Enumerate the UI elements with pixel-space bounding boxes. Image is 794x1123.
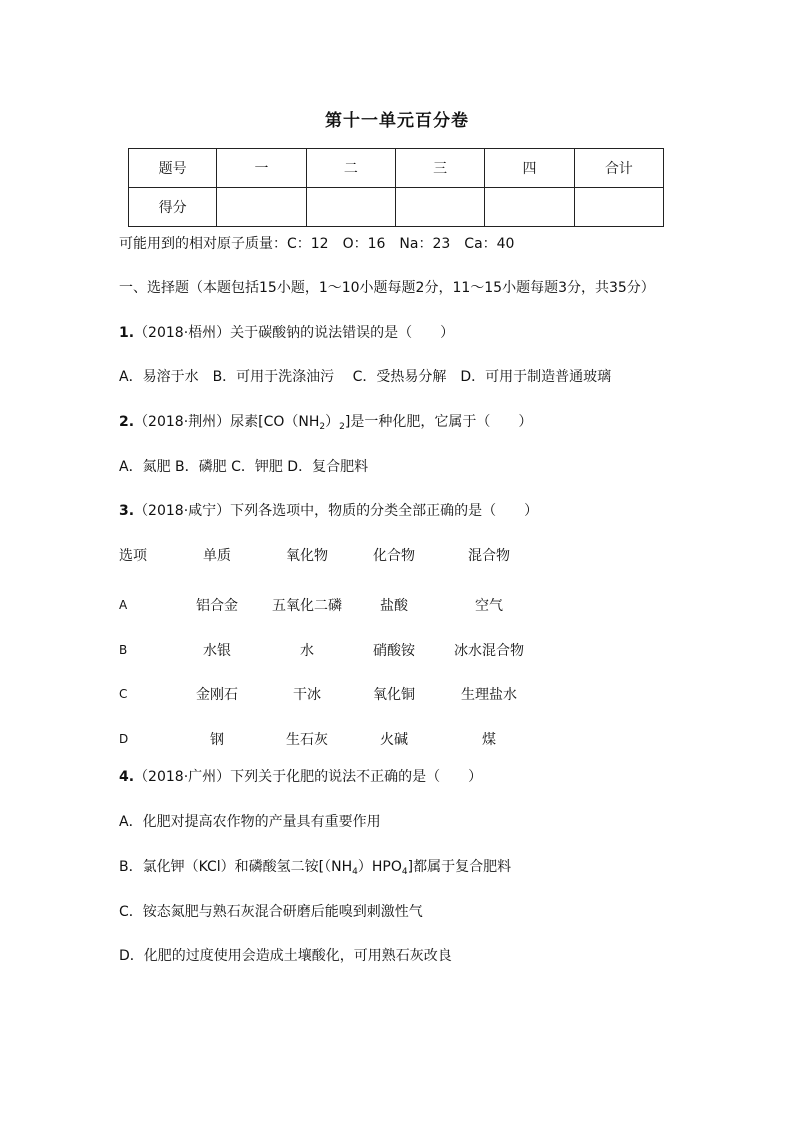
table-cell: 干冰 xyxy=(293,687,321,704)
option-text: ]都属于复合肥料 xyxy=(407,859,512,875)
header-cell: 混合物 xyxy=(468,548,510,564)
table-row xyxy=(119,583,541,628)
score-cell: 一 xyxy=(217,149,306,188)
score-cell: 得分 xyxy=(129,188,217,227)
table-cell: 空气 xyxy=(475,598,503,615)
option-text: ）HPO xyxy=(357,859,402,875)
question-4-option-a: A．化肥对提高农作物的产量具有重要作用 xyxy=(119,814,381,830)
table-cell: 煤 xyxy=(482,732,496,749)
table-cell: 五氧化二磷 xyxy=(272,598,342,615)
table-cell: 火碱 xyxy=(380,732,408,749)
table-cell: 铝合金 xyxy=(196,598,238,615)
subscript: 2 xyxy=(339,422,345,432)
question-2-stem xyxy=(119,413,532,436)
header-cell: 化合物 xyxy=(373,548,415,564)
question-text: （2018·荆州）尿素[CO（NH xyxy=(134,414,320,430)
score-cell: 题号 xyxy=(129,149,217,188)
subscript: 4 xyxy=(352,867,358,877)
subscript: 2 xyxy=(319,422,326,432)
score-blank-cell xyxy=(217,188,306,227)
table-cell: 生石灰 xyxy=(286,732,328,749)
score-cell: 四 xyxy=(485,149,574,188)
question-text: ） xyxy=(325,414,340,430)
table-cell: 生理盐水 xyxy=(461,687,517,704)
question-number: 2. xyxy=(119,414,135,430)
atomic-masses: 可能用到的相对原子质量：C：12 O：16 Na：23 Ca：40 xyxy=(119,236,515,252)
question-4-option-b xyxy=(119,858,511,881)
subscript: 4 xyxy=(401,867,408,877)
score-table-score-row xyxy=(129,188,664,227)
question-text: ]是一种化肥，它属于（ ） xyxy=(344,414,533,430)
table-cell: 盐酸 xyxy=(380,598,408,615)
table-cell: 水银 xyxy=(203,642,231,659)
question-text: （2018·广州）下列关于化肥的说法不正确的是（ ） xyxy=(134,769,483,785)
question-text: （2018·咸宁）下列各选项中，物质的分类全部正确的是（ ） xyxy=(134,503,539,519)
question-number: 3. xyxy=(119,503,135,519)
question-3-stem xyxy=(119,502,538,520)
score-blank-cell xyxy=(574,188,663,227)
table-cell: 水 xyxy=(300,642,314,659)
table-cell: 金刚石 xyxy=(196,687,238,704)
table-row xyxy=(119,672,541,717)
question-4-option-d: D．化肥的过度使用会造成土壤酸化，可用熟石灰改良 xyxy=(119,948,452,964)
score-table xyxy=(128,148,664,227)
header-cell: 单质 xyxy=(203,548,231,564)
header-cell: 氧化物 xyxy=(286,548,328,564)
classification-table xyxy=(119,535,541,761)
table-cell: 钢 xyxy=(210,732,224,749)
score-table-header-row xyxy=(129,149,664,188)
question-text: （2018·梧州）关于碳酸钠的说法错误的是（ ） xyxy=(134,325,455,341)
score-cell: 三 xyxy=(395,149,484,188)
question-number: 1. xyxy=(119,325,135,341)
section-heading: 一、选择题（本题包括15小题，1～10小题每题2分，11～15小题每题3分，共35分） xyxy=(119,280,655,296)
header-cell: 选项 xyxy=(119,548,147,564)
table-row xyxy=(119,717,541,762)
score-blank-cell xyxy=(395,188,484,227)
option-letter: A xyxy=(119,598,128,613)
table-cell: 硝酸铵 xyxy=(373,642,415,659)
table-cell: 冰水混合物 xyxy=(454,642,524,659)
option-letter: B xyxy=(119,642,128,657)
score-blank-cell xyxy=(485,188,574,227)
classification-header-row xyxy=(119,535,541,583)
table-row xyxy=(119,628,541,673)
question-1-options: A．易溶于水 B．可用于洗涤油污 C．受热易分解 D．可用于制造普通玻璃 xyxy=(119,369,612,385)
page-title: 第十一单元百分卷 xyxy=(325,111,469,131)
option-letter: D xyxy=(119,732,129,747)
option-text: B．氯化钾（KCl）和磷酸氢二铵[（NH xyxy=(119,859,353,875)
score-blank-cell xyxy=(306,188,395,227)
question-1-stem xyxy=(119,324,454,342)
question-number: 4. xyxy=(119,769,135,785)
option-letter: C xyxy=(119,687,128,702)
table-cell: 氧化铜 xyxy=(373,687,415,704)
score-cell: 合计 xyxy=(574,149,663,188)
question-4-stem xyxy=(119,768,482,786)
question-2-options: A．氮肥 B．磷肥 C．钾肥 D．复合肥料 xyxy=(119,459,369,475)
question-4-option-c: C．铵态氮肥与熟石灰混合研磨后能嗅到刺激性气 xyxy=(119,904,423,920)
score-cell: 二 xyxy=(306,149,395,188)
